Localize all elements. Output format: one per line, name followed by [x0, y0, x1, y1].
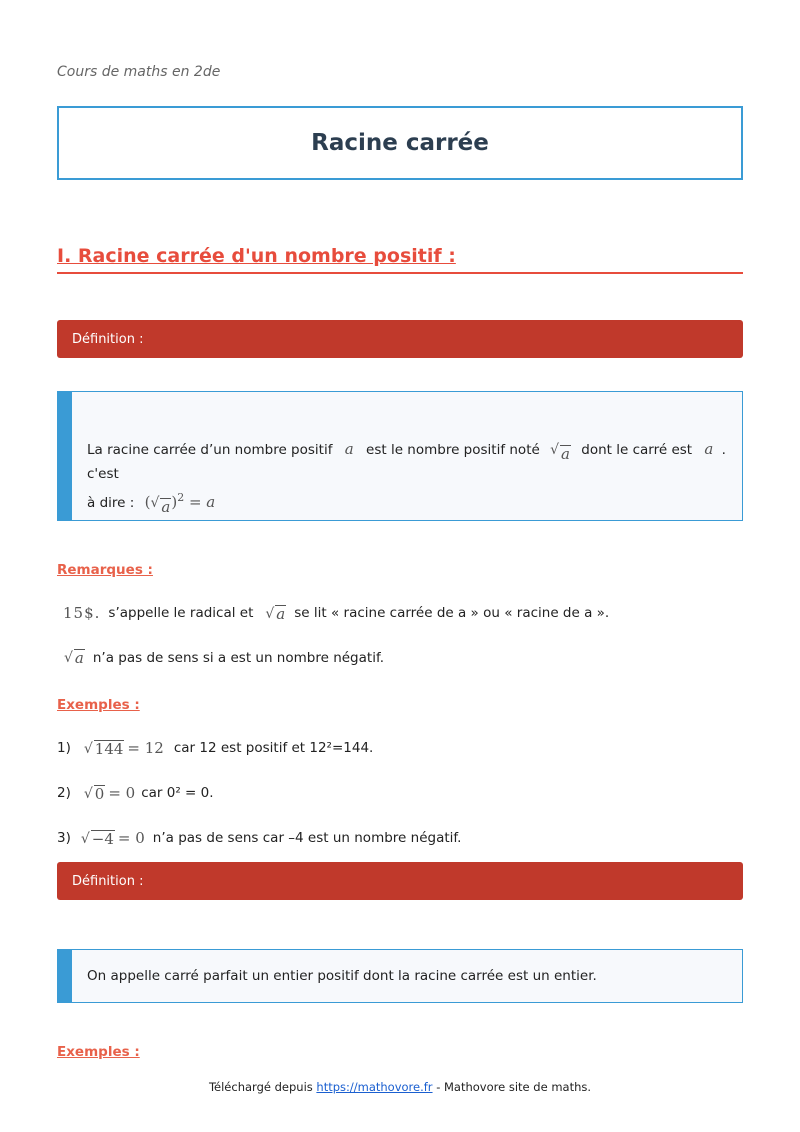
math-formula: ( √ a )$^2$ = a [144, 491, 216, 516]
definition-label: Définition : [72, 873, 144, 889]
footer-prefix: Téléchargé depuis [208, 1080, 313, 1094]
definition-bar [57, 862, 743, 900]
remark-text: n’a pas de sens si a est un nombre négatif. [92, 649, 385, 666]
example-item [57, 739, 373, 757]
definition-text: On appelle carré parfait un entier positif dont la racine carrée est un entier. [87, 968, 597, 984]
page-title-box [57, 106, 743, 180]
section-title: I. Racine carrée d'un nombre positif : [57, 245, 456, 267]
example-text: car 0² = 0. [141, 785, 214, 801]
definition-bar [57, 320, 743, 358]
math-result: = 0 [117, 829, 145, 847]
page-title: Racine carrée [311, 130, 489, 156]
definition-text-part: La racine carrée d’un nombre positif [87, 442, 333, 458]
remark-text: s’appelle le radical et [108, 605, 254, 621]
definition-text-part: dont le carré est [581, 442, 693, 458]
math-sqrt-radicand: √ −4 [80, 829, 114, 848]
example-number: 3) [57, 830, 71, 846]
footer-link[interactable]: https://mathovore.fr [316, 1080, 433, 1094]
math-sqrt-a: √ a [265, 604, 286, 623]
math-sqrt-a: √ a [64, 649, 84, 667]
example-number: 1) [57, 740, 71, 756]
definition-box [57, 949, 743, 1003]
remarks-heading: Remarques : [57, 562, 153, 578]
math-sqrt-radicand: √ 144 [83, 739, 124, 758]
footer [0, 1080, 800, 1094]
example-text: n’a pas de sens car –4 est un nombre négatif. [152, 830, 462, 846]
example-number: 2) [57, 785, 71, 801]
math-result: = 0 [108, 784, 136, 802]
example-text: car 12 est positif et 12²=144. [173, 740, 374, 756]
course-label: Cours de maths en 2de [57, 64, 221, 80]
math-var-a: a [344, 440, 354, 458]
remark-text: se lit « racine carrée de a » ou « racine de a ». [294, 605, 610, 621]
definition-text-part: à dire : [87, 495, 135, 511]
math-sqrt-a: √ a [550, 442, 570, 463]
radical-symbol: 15$. [63, 604, 101, 622]
footer-suffix: - Mathovore site de maths. [436, 1080, 592, 1094]
example-item [57, 829, 461, 847]
examples-heading: Exemples : [57, 697, 140, 713]
math-var-a: a [704, 440, 714, 458]
definition-label: Définition : [72, 331, 144, 347]
math-sqrt-radicand: √ 0 [83, 784, 105, 803]
example-item [57, 784, 214, 802]
definition-text [87, 437, 727, 515]
definition-text-part: est le nombre positif noté [366, 442, 540, 458]
examples-heading: Exemples : [57, 1044, 140, 1060]
section-heading [57, 245, 743, 274]
remark-2 [64, 649, 384, 666]
definition-text-part: . c'est [87, 442, 726, 482]
math-result: = 12 [127, 739, 164, 757]
remark-1 [63, 604, 609, 622]
definition-box [57, 391, 743, 521]
